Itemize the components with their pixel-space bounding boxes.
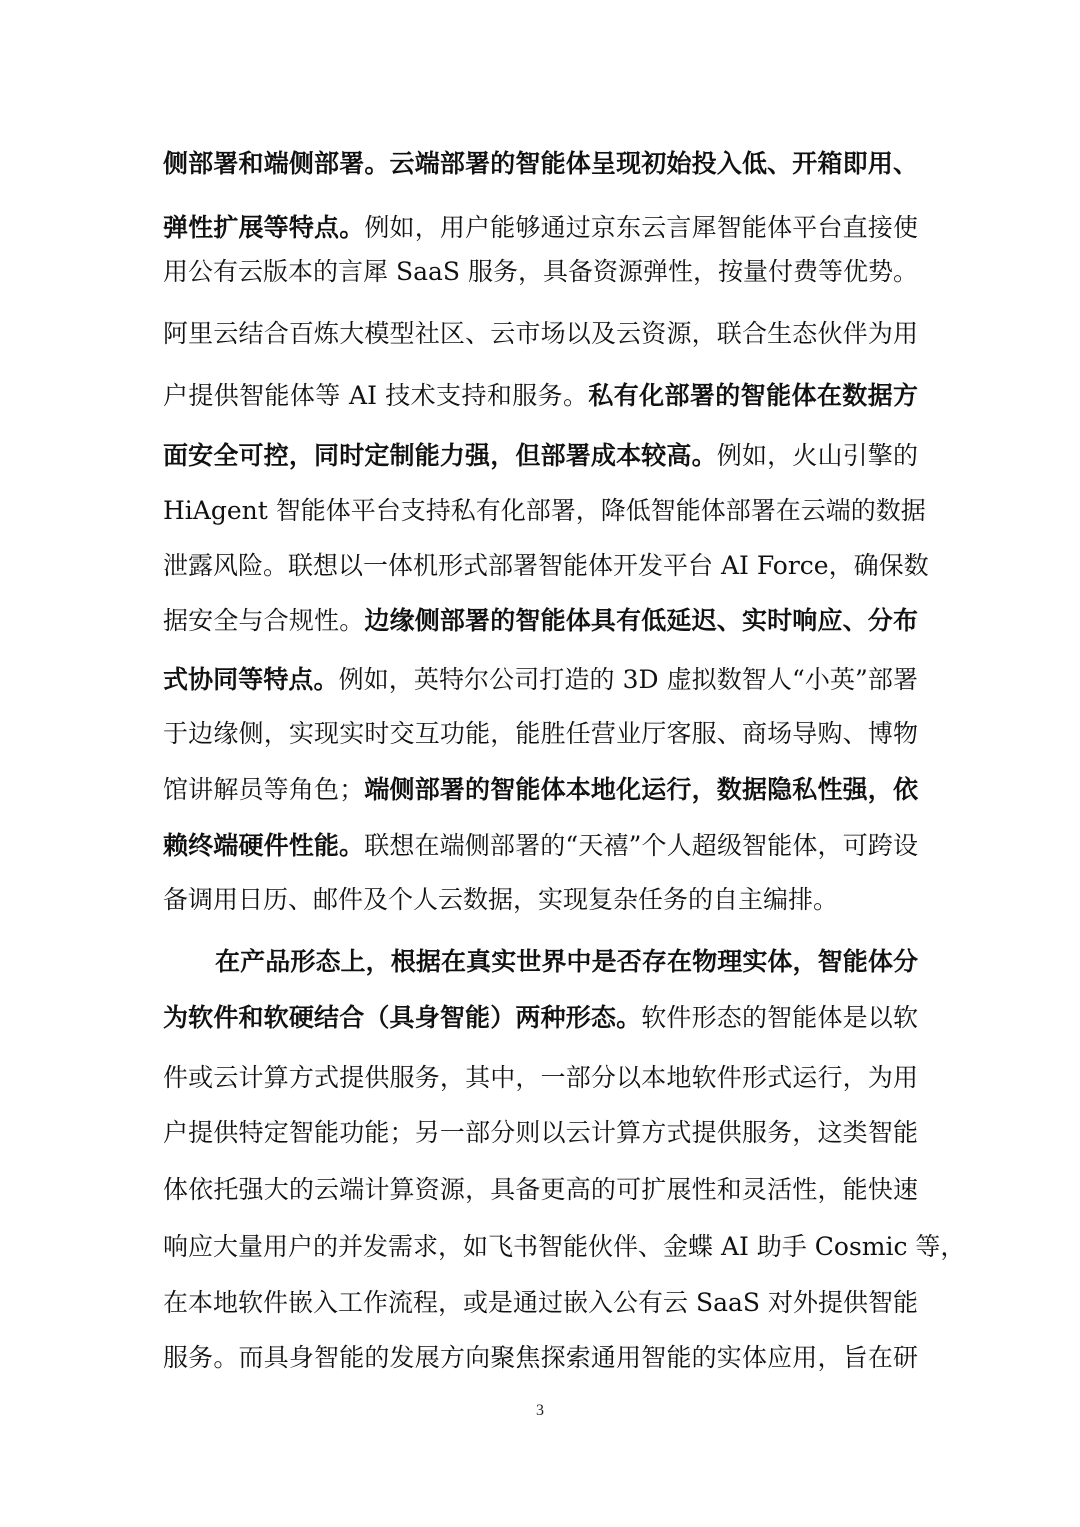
bold-text-segment: 式协同等特点。	[163, 665, 339, 694]
text-line	[163, 318, 918, 350]
text-line	[163, 1174, 918, 1206]
text-segment: 体依托强大的云端计算资源，具备更高的可扩展性和灵活性，能快速	[163, 1175, 918, 1204]
text-segment: 馆讲解员等角色；	[163, 775, 365, 804]
bold-text-segment: 侧部署和端侧部署。云端部署的智能体呈现初始投入低、开箱即用、	[163, 149, 918, 178]
text-segment: 例如，用户能够通过京东云言犀智能体平台直接使	[364, 213, 918, 242]
bold-text-segment: 面安全可控，同时定制能力强，但部署成本较高。	[163, 441, 717, 470]
bold-text-segment: 边缘侧部署的智能体具有低延迟、实时响应、分布	[364, 606, 918, 635]
text-segment: 泄露风险。联想以一体机形式部署智能体开发平台 AI Force，确保数	[163, 551, 929, 580]
text-line	[163, 256, 918, 288]
text-segment: 件或云计算方式提供服务，其中，一部分以本地软件形式运行，为用	[163, 1063, 918, 1092]
text-segment: 阿里云结合百炼大模型社区、云市场以及云资源，联合生态伙伴为用	[163, 319, 918, 348]
text-line	[163, 1117, 918, 1149]
text-segment: 用公有云版本的言犀 SaaS 服务，具备资源弹性，按量付费等优势。	[163, 257, 918, 286]
bold-text-segment: 私有化部署的智能体在数据方	[588, 381, 918, 410]
text-segment: 软件形态的智能体是以软	[641, 1003, 918, 1032]
bold-text-segment: 弹性扩展等特点。	[163, 213, 365, 242]
text-line	[163, 440, 918, 472]
text-line	[163, 380, 918, 412]
text-segment: 例如，火山引擎的	[716, 441, 918, 470]
text-line	[163, 946, 918, 978]
text-line	[163, 1287, 918, 1319]
text-segment: 于边缘侧，实现实时交互功能，能胜任营业厅客服、商场导购、博物	[163, 719, 918, 748]
text-line	[163, 212, 918, 244]
text-segment: 备调用日历、邮件及个人云数据，实现复杂任务的自主编排。	[163, 885, 839, 914]
bold-text-segment: 赖终端硬件性能。	[163, 831, 365, 860]
text-line	[163, 1002, 918, 1034]
text-line	[163, 884, 918, 916]
text-line	[163, 774, 918, 806]
text-line	[163, 1342, 918, 1374]
bold-text-segment: 为软件和软硬结合（具身智能）两种形态。	[163, 1003, 642, 1032]
page-number: 3	[536, 1402, 544, 1419]
text-segment: 响应大量用户的并发需求，如飞书智能伙伴、金蝶 AI 助手 Cosmic 等，	[163, 1232, 966, 1261]
text-segment: 户提供特定智能功能；另一部分则以云计算方式提供服务，这类智能	[163, 1118, 918, 1147]
text-segment: HiAgent 智能体平台支持私有化部署，降低智能体部署在云端的数据	[163, 496, 926, 525]
text-segment: 服务。而具身智能的发展方向聚焦探索通用智能的实体应用，旨在研	[163, 1343, 918, 1372]
text-line	[163, 148, 918, 180]
text-segment: 在本地软件嵌入工作流程，或是通过嵌入公有云 SaaS 对外提供智能	[163, 1288, 918, 1317]
bold-text-segment: 端侧部署的智能体本地化运行，数据隐私性强，依	[364, 775, 918, 804]
text-line	[163, 605, 918, 637]
text-line	[163, 495, 926, 527]
text-line	[163, 830, 918, 862]
text-segment: 据安全与合规性。	[163, 606, 365, 635]
text-segment: 户提供智能体等 AI 技术支持和服务。	[163, 381, 589, 410]
text-line	[163, 550, 929, 582]
text-line	[163, 718, 918, 750]
text-line	[163, 1062, 918, 1094]
text-line	[163, 664, 918, 696]
text-segment: 例如，英特尔公司打造的 3D 虚拟数智人“小英”部署	[338, 665, 918, 694]
text-line	[163, 1231, 966, 1263]
bold-text-segment: 在产品形态上，根据在真实世界中是否存在物理实体，智能体分	[215, 947, 918, 976]
text-segment: 联想在端侧部署的“天禧”个人超级智能体，可跨设	[364, 831, 918, 860]
